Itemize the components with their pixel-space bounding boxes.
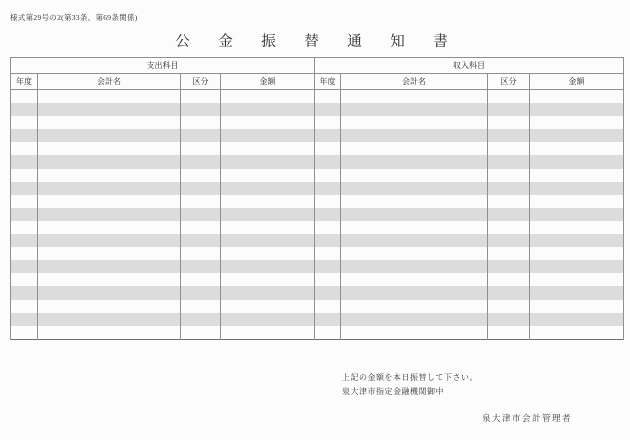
table-cell <box>11 208 38 221</box>
table-cell <box>341 260 488 273</box>
table-cell <box>181 169 221 182</box>
table-cell <box>11 273 38 286</box>
table-cell <box>530 169 624 182</box>
table-cell <box>488 195 530 208</box>
column-header-expenditure-account: 会計名 <box>38 74 181 90</box>
table-cell <box>221 300 315 313</box>
table-cell <box>181 195 221 208</box>
table-cell <box>221 129 315 142</box>
table-cell <box>530 313 624 326</box>
table-cell <box>181 247 221 260</box>
table-cell <box>341 326 488 340</box>
table-row <box>11 116 624 129</box>
table-cell <box>488 234 530 247</box>
table-cell <box>315 313 341 326</box>
table-cell <box>315 300 341 313</box>
table-cell <box>488 155 530 168</box>
table-cell <box>315 326 341 340</box>
table-row <box>11 169 624 182</box>
column-header-revenue-class: 区分 <box>488 74 530 90</box>
table-cell <box>341 221 488 234</box>
table-row <box>11 182 624 195</box>
table-cell <box>221 313 315 326</box>
table-cell <box>181 286 221 299</box>
table-cell <box>38 155 181 168</box>
column-header-revenue-account: 会計名 <box>341 74 488 90</box>
table-cell <box>181 129 221 142</box>
table-cell <box>530 90 624 104</box>
table-cell <box>38 313 181 326</box>
table-row <box>11 260 624 273</box>
table-cell <box>315 129 341 142</box>
transfer-table <box>10 57 624 340</box>
column-header-expenditure-amount: 金額 <box>221 74 315 90</box>
table-cell <box>38 300 181 313</box>
table-cell <box>341 208 488 221</box>
table-row <box>11 247 624 260</box>
table-row <box>11 142 624 155</box>
table-cell <box>488 247 530 260</box>
table-cell <box>488 103 530 116</box>
table-cell <box>341 234 488 247</box>
table-cell <box>181 326 221 340</box>
table-cell <box>530 103 624 116</box>
table-cell <box>488 286 530 299</box>
table-cell <box>221 273 315 286</box>
table-cell <box>530 221 624 234</box>
table-cell <box>38 247 181 260</box>
table-cell <box>341 195 488 208</box>
column-header-revenue-year: 年度 <box>315 74 341 90</box>
table-cell <box>11 195 38 208</box>
table-cell <box>38 234 181 247</box>
table-cell <box>341 116 488 129</box>
table-cell <box>11 286 38 299</box>
table-cell <box>530 234 624 247</box>
section-header-row <box>11 58 624 74</box>
table-row <box>11 313 624 326</box>
table-cell <box>530 155 624 168</box>
table-cell <box>181 116 221 129</box>
table-cell <box>315 208 341 221</box>
table-row <box>11 273 624 286</box>
table-cell <box>11 182 38 195</box>
table-row <box>11 286 624 299</box>
table-cell <box>181 182 221 195</box>
table-cell <box>488 300 530 313</box>
signer-text: 泉大津市会計管理者 <box>482 413 573 423</box>
table-cell <box>530 273 624 286</box>
table-cell <box>488 116 530 129</box>
table-cell <box>315 286 341 299</box>
table-cell <box>315 221 341 234</box>
table-cell <box>341 300 488 313</box>
table-row <box>11 326 624 340</box>
table-cell <box>221 182 315 195</box>
table-cell <box>38 129 181 142</box>
table-cell <box>38 142 181 155</box>
column-header-revenue-amount: 金額 <box>530 74 624 90</box>
table-cell <box>315 90 341 104</box>
table-cell <box>530 260 624 273</box>
table-cell <box>221 90 315 104</box>
table-cell <box>530 195 624 208</box>
table-cell <box>11 326 38 340</box>
table-cell <box>221 234 315 247</box>
table-cell <box>488 208 530 221</box>
table-cell <box>488 182 530 195</box>
table-cell <box>38 221 181 234</box>
table-cell <box>530 182 624 195</box>
table-cell <box>221 169 315 182</box>
table-cell <box>181 313 221 326</box>
section-header-expenditure: 支出科目 <box>11 58 315 74</box>
table-cell <box>530 247 624 260</box>
table-cell <box>11 300 38 313</box>
table-cell <box>530 286 624 299</box>
table-row <box>11 103 624 116</box>
table-row <box>11 221 624 234</box>
table-cell <box>181 221 221 234</box>
table-cell <box>341 155 488 168</box>
table-cell <box>11 247 38 260</box>
table-cell <box>341 142 488 155</box>
table-cell <box>11 103 38 116</box>
table-row <box>11 155 624 168</box>
table-cell <box>221 195 315 208</box>
table-cell <box>221 208 315 221</box>
table-cell <box>221 247 315 260</box>
table-cell <box>181 155 221 168</box>
table-cell <box>488 142 530 155</box>
table-row <box>11 129 624 142</box>
table-cell <box>530 116 624 129</box>
table-cell <box>221 142 315 155</box>
table-cell <box>38 273 181 286</box>
table-cell <box>181 103 221 116</box>
table-cell <box>11 313 38 326</box>
table-cell <box>315 273 341 286</box>
table-cell <box>530 300 624 313</box>
table-cell <box>530 326 624 340</box>
table-cell <box>315 142 341 155</box>
table-cell <box>11 234 38 247</box>
table-cell <box>38 116 181 129</box>
table-cell <box>315 247 341 260</box>
transfer-instruction-text: 上記の金額を本日振替して下さい。 <box>342 373 478 382</box>
table-cell <box>315 169 341 182</box>
table-cell <box>38 326 181 340</box>
table-cell <box>221 103 315 116</box>
addressee-text: 泉大津市指定金融機関御中 <box>342 387 444 396</box>
table-cell <box>181 208 221 221</box>
table-cell <box>341 182 488 195</box>
table-cell <box>315 182 341 195</box>
table-cell <box>221 260 315 273</box>
table-cell <box>488 169 530 182</box>
table-cell <box>341 273 488 286</box>
table-cell <box>11 142 38 155</box>
table-row <box>11 195 624 208</box>
table-cell <box>181 142 221 155</box>
table-cell <box>315 116 341 129</box>
table-row <box>11 300 624 313</box>
table-cell <box>341 169 488 182</box>
table-cell <box>181 260 221 273</box>
column-header-expenditure-class: 区分 <box>181 74 221 90</box>
table-cell <box>530 208 624 221</box>
table-cell <box>11 155 38 168</box>
column-header-row <box>11 74 624 90</box>
table-cell <box>11 90 38 104</box>
table-cell <box>38 103 181 116</box>
table-cell <box>488 326 530 340</box>
table-cell <box>341 313 488 326</box>
table-header <box>11 58 624 90</box>
table-row <box>11 90 624 104</box>
table-cell <box>38 169 181 182</box>
table-cell <box>315 260 341 273</box>
table-cell <box>11 129 38 142</box>
table-cell <box>11 116 38 129</box>
table-cell <box>38 90 181 104</box>
table-cell <box>181 273 221 286</box>
table-cell <box>11 260 38 273</box>
table-cell <box>221 326 315 340</box>
table-cell <box>341 103 488 116</box>
table-cell <box>341 129 488 142</box>
table-cell <box>341 90 488 104</box>
table-cell <box>530 129 624 142</box>
section-header-revenue: 収入科目 <box>315 58 624 74</box>
table-cell <box>488 129 530 142</box>
table-cell <box>38 182 181 195</box>
table-cell <box>38 260 181 273</box>
table-cell <box>11 169 38 182</box>
table-cell <box>38 208 181 221</box>
table-cell <box>38 195 181 208</box>
table-cell <box>488 260 530 273</box>
table-cell <box>315 155 341 168</box>
table-cell <box>315 195 341 208</box>
table-cell <box>488 273 530 286</box>
table-cell <box>221 116 315 129</box>
table-cell <box>181 90 221 104</box>
table-cell <box>315 103 341 116</box>
table-cell <box>341 247 488 260</box>
table-cell <box>530 142 624 155</box>
table-cell <box>221 221 315 234</box>
table-cell <box>341 286 488 299</box>
form-number-label: 様式第29号の2(第33条、第69条関係) <box>10 13 138 22</box>
table-cell <box>221 155 315 168</box>
table-cell <box>488 313 530 326</box>
table-row <box>11 234 624 247</box>
table-row <box>11 208 624 221</box>
table-cell <box>181 234 221 247</box>
table-cell <box>38 286 181 299</box>
page-title: 公 金 振 替 通 知 書 <box>175 34 455 50</box>
table-body <box>11 90 624 340</box>
table-cell <box>11 221 38 234</box>
table-cell <box>181 300 221 313</box>
table-cell <box>315 234 341 247</box>
table-cell <box>488 90 530 104</box>
table-cell <box>488 221 530 234</box>
table-cell <box>221 286 315 299</box>
column-header-expenditure-year: 年度 <box>11 74 38 90</box>
